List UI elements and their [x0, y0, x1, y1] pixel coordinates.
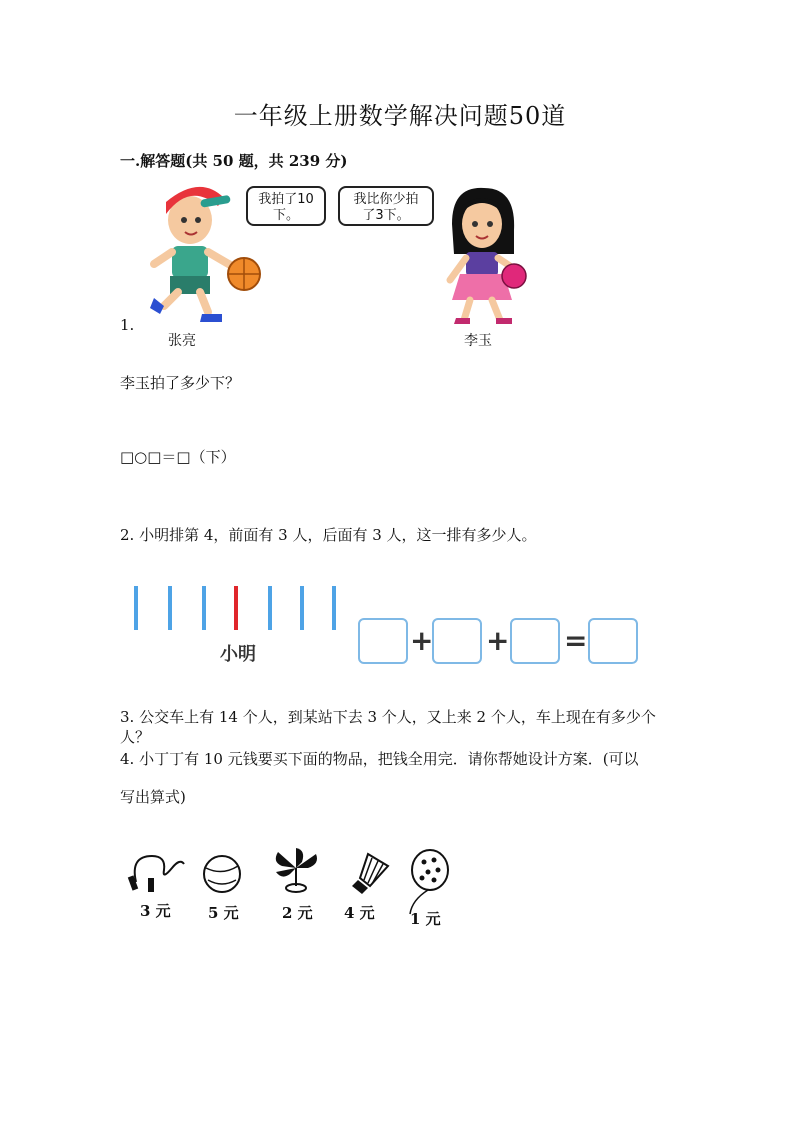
plus-sign: +	[410, 624, 434, 657]
person-bar	[168, 586, 172, 630]
price-jump-rope: 3 元	[140, 902, 171, 920]
jump-rope-icon	[126, 846, 190, 896]
speech-bubble-left	[246, 186, 326, 226]
bubble-right-line2: 了3下。	[362, 208, 410, 223]
person-bar	[134, 586, 138, 630]
person-bar	[268, 586, 272, 630]
name-label-right: 李玉	[464, 333, 492, 349]
equals-sign: =	[564, 624, 588, 657]
bubble-right-line1: 我比你少拍	[353, 192, 419, 207]
page-title: 一年级上册数学解决问题50道	[233, 102, 567, 130]
answer-box[interactable]	[432, 618, 482, 664]
price-ball: 5 元	[208, 904, 239, 922]
question-1-answer-template: □○□＝□（下）	[120, 448, 236, 466]
name-label-left: 张亮	[168, 333, 196, 349]
xiaoming-bar	[234, 586, 238, 630]
question-1-number: 1.	[120, 316, 135, 334]
pinwheel-icon	[268, 846, 324, 896]
price-shuttlecock: 4 元	[344, 904, 375, 922]
question-1-text: 李玉拍了多少下？	[120, 374, 241, 392]
shuttlecock-icon	[348, 850, 394, 896]
person-bar	[332, 586, 336, 630]
xiaoming-label: 小明	[220, 644, 256, 665]
answer-box[interactable]	[510, 618, 560, 664]
price-balloon: 1 元	[410, 910, 441, 928]
plus-sign: +	[486, 624, 510, 657]
section-heading: 一.解答题(共 50 题，共 239 分)	[120, 152, 348, 170]
question-3-line1: 3. 公交车上有 14 个人，到某站下去 3 个人，又上来 2 个人，车上现在有多少个	[120, 708, 656, 726]
ball-icon	[200, 852, 244, 896]
question-3-line2: 人？	[120, 728, 151, 746]
question-4-line1: 4. 小丁丁有 10 元钱要买下面的物品，把钱全用完．请你帮她设计方案．(可以	[120, 750, 639, 768]
speech-bubble-right	[338, 186, 434, 226]
answer-box[interactable]	[588, 618, 638, 664]
girl-illustration	[430, 184, 540, 330]
question-2-text: 2. 小明排第 4，前面有 3 人，后面有 3 人，这一排有多少人。	[120, 526, 537, 544]
person-bar	[300, 586, 304, 630]
answer-box[interactable]	[358, 618, 408, 664]
person-bar	[202, 586, 206, 630]
price-pinwheel: 2 元	[282, 904, 313, 922]
bubble-left-line2: 下。	[272, 208, 299, 223]
bubble-left-line1: 我拍了10	[258, 192, 314, 207]
question-4-line2: 写出算式)	[120, 788, 186, 806]
